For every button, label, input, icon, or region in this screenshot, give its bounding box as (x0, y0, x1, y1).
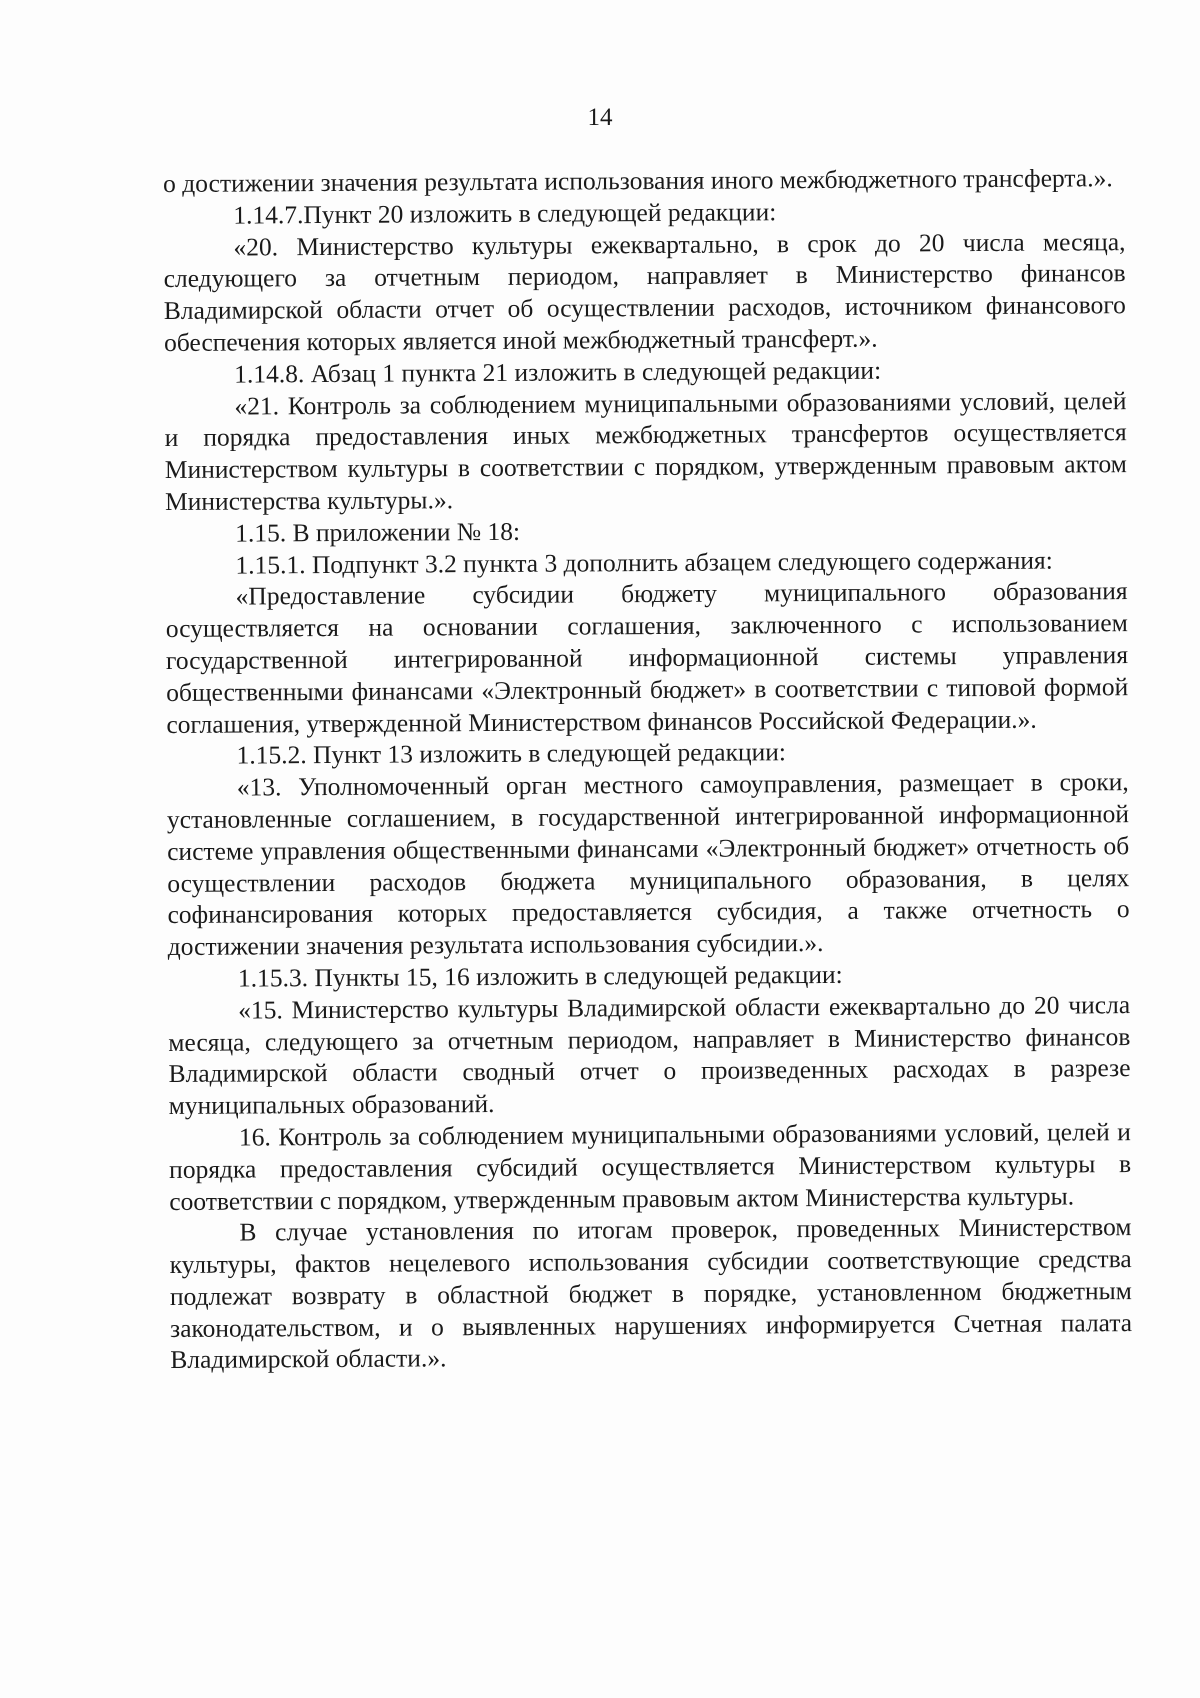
paragraph: «21. Контроль за соблюдением муниципальными образованиями условий, целей и порядка предоставления иных межбюджетных трансфертов осуществляется Министерством культуры в соответствии с порядком, утвержденным правовым актом Министерства культуры.». (164, 385, 1127, 516)
paragraph: о достижении значения результата использования иного межбюджетного трансферта.». (163, 163, 1113, 198)
paragraph: 16. Контроль за соблюдением муниципальными образованиями условий, целей и порядка предоставления субсидий осуществляется Министерством культуры в соответствии с порядком, утвержденным правовым актом Министерства культуры. (169, 1117, 1132, 1216)
paragraph: 1.15.2. Пункт 13 изложить в следующей редакции: (236, 737, 787, 770)
paragraph: «15. Министерство культуры Владимирской области ежеквартально до 20 числа месяца, следующего за отчетным периодом, направляет в Министерство финансов Владимирской области сводный отчет о произведенных расходах в разрезе муниципальных образований. (168, 989, 1131, 1121)
paragraph: 1.15.1. Подпункт 3.2 пункта 3 дополнить абзацем следующего содержания: (235, 545, 1053, 580)
paragraph: 1.15.3. Пункты 15, 16 изложить в следующей редакции: (237, 959, 843, 993)
page-number: 14 (587, 104, 613, 131)
paragraph: В случае установления по итогам проверок, проведенных Министерством культуры, фактов нецелевого использования субсидии соответствующие средства подлежат возврату в областной бюджет в порядке, установленном бюджетным законодательством, и о выявленных нарушениях информируется Счетная палата Владимирской области.». (169, 1212, 1133, 1375)
paragraph: «20. Министерство культуры ежеквартально, в срок до 20 числа месяца, следующего за отчетным периодом, направляет в Министерство финансов Владимирской области отчет об осуществлении расходов, источником финансового обеспечения которых является иной межбюджетный трансферт.». (163, 226, 1126, 357)
paragraph: «Предоставление субсидии бюджету муниципального образования осуществляется на основании соглашения, заключенного с использованием государственной интегрированной информационной системы управления общественными финансами «Электронный бюджет» в соответствии с типовой формой соглашения, утвержденной Министерством финансов Российской Федерации.». (165, 576, 1129, 739)
paragraph: 1.15. В приложении № 18: (235, 516, 521, 548)
paragraph: 1.14.8. Абзац 1 пункта 21 изложить в следующей редакции: (234, 355, 882, 389)
paragraph: «13. Уполномоченный орган местного самоуправления, размещает в сроки, установленные соглашением, в государственной интегрированной информационной системе управления общественными финансами «Электронный бюджет» отчетность об осуществлении расходов бюджета муниципального образования, в целях софинансирования которых предоставляется субсидия, а также отчетность о достижении значения результата использования субсидии.». (166, 767, 1130, 962)
paragraph: 1.14.7.Пункт 20 изложить в следующей редакции: (233, 197, 777, 230)
document-body (163, 162, 1132, 1376)
